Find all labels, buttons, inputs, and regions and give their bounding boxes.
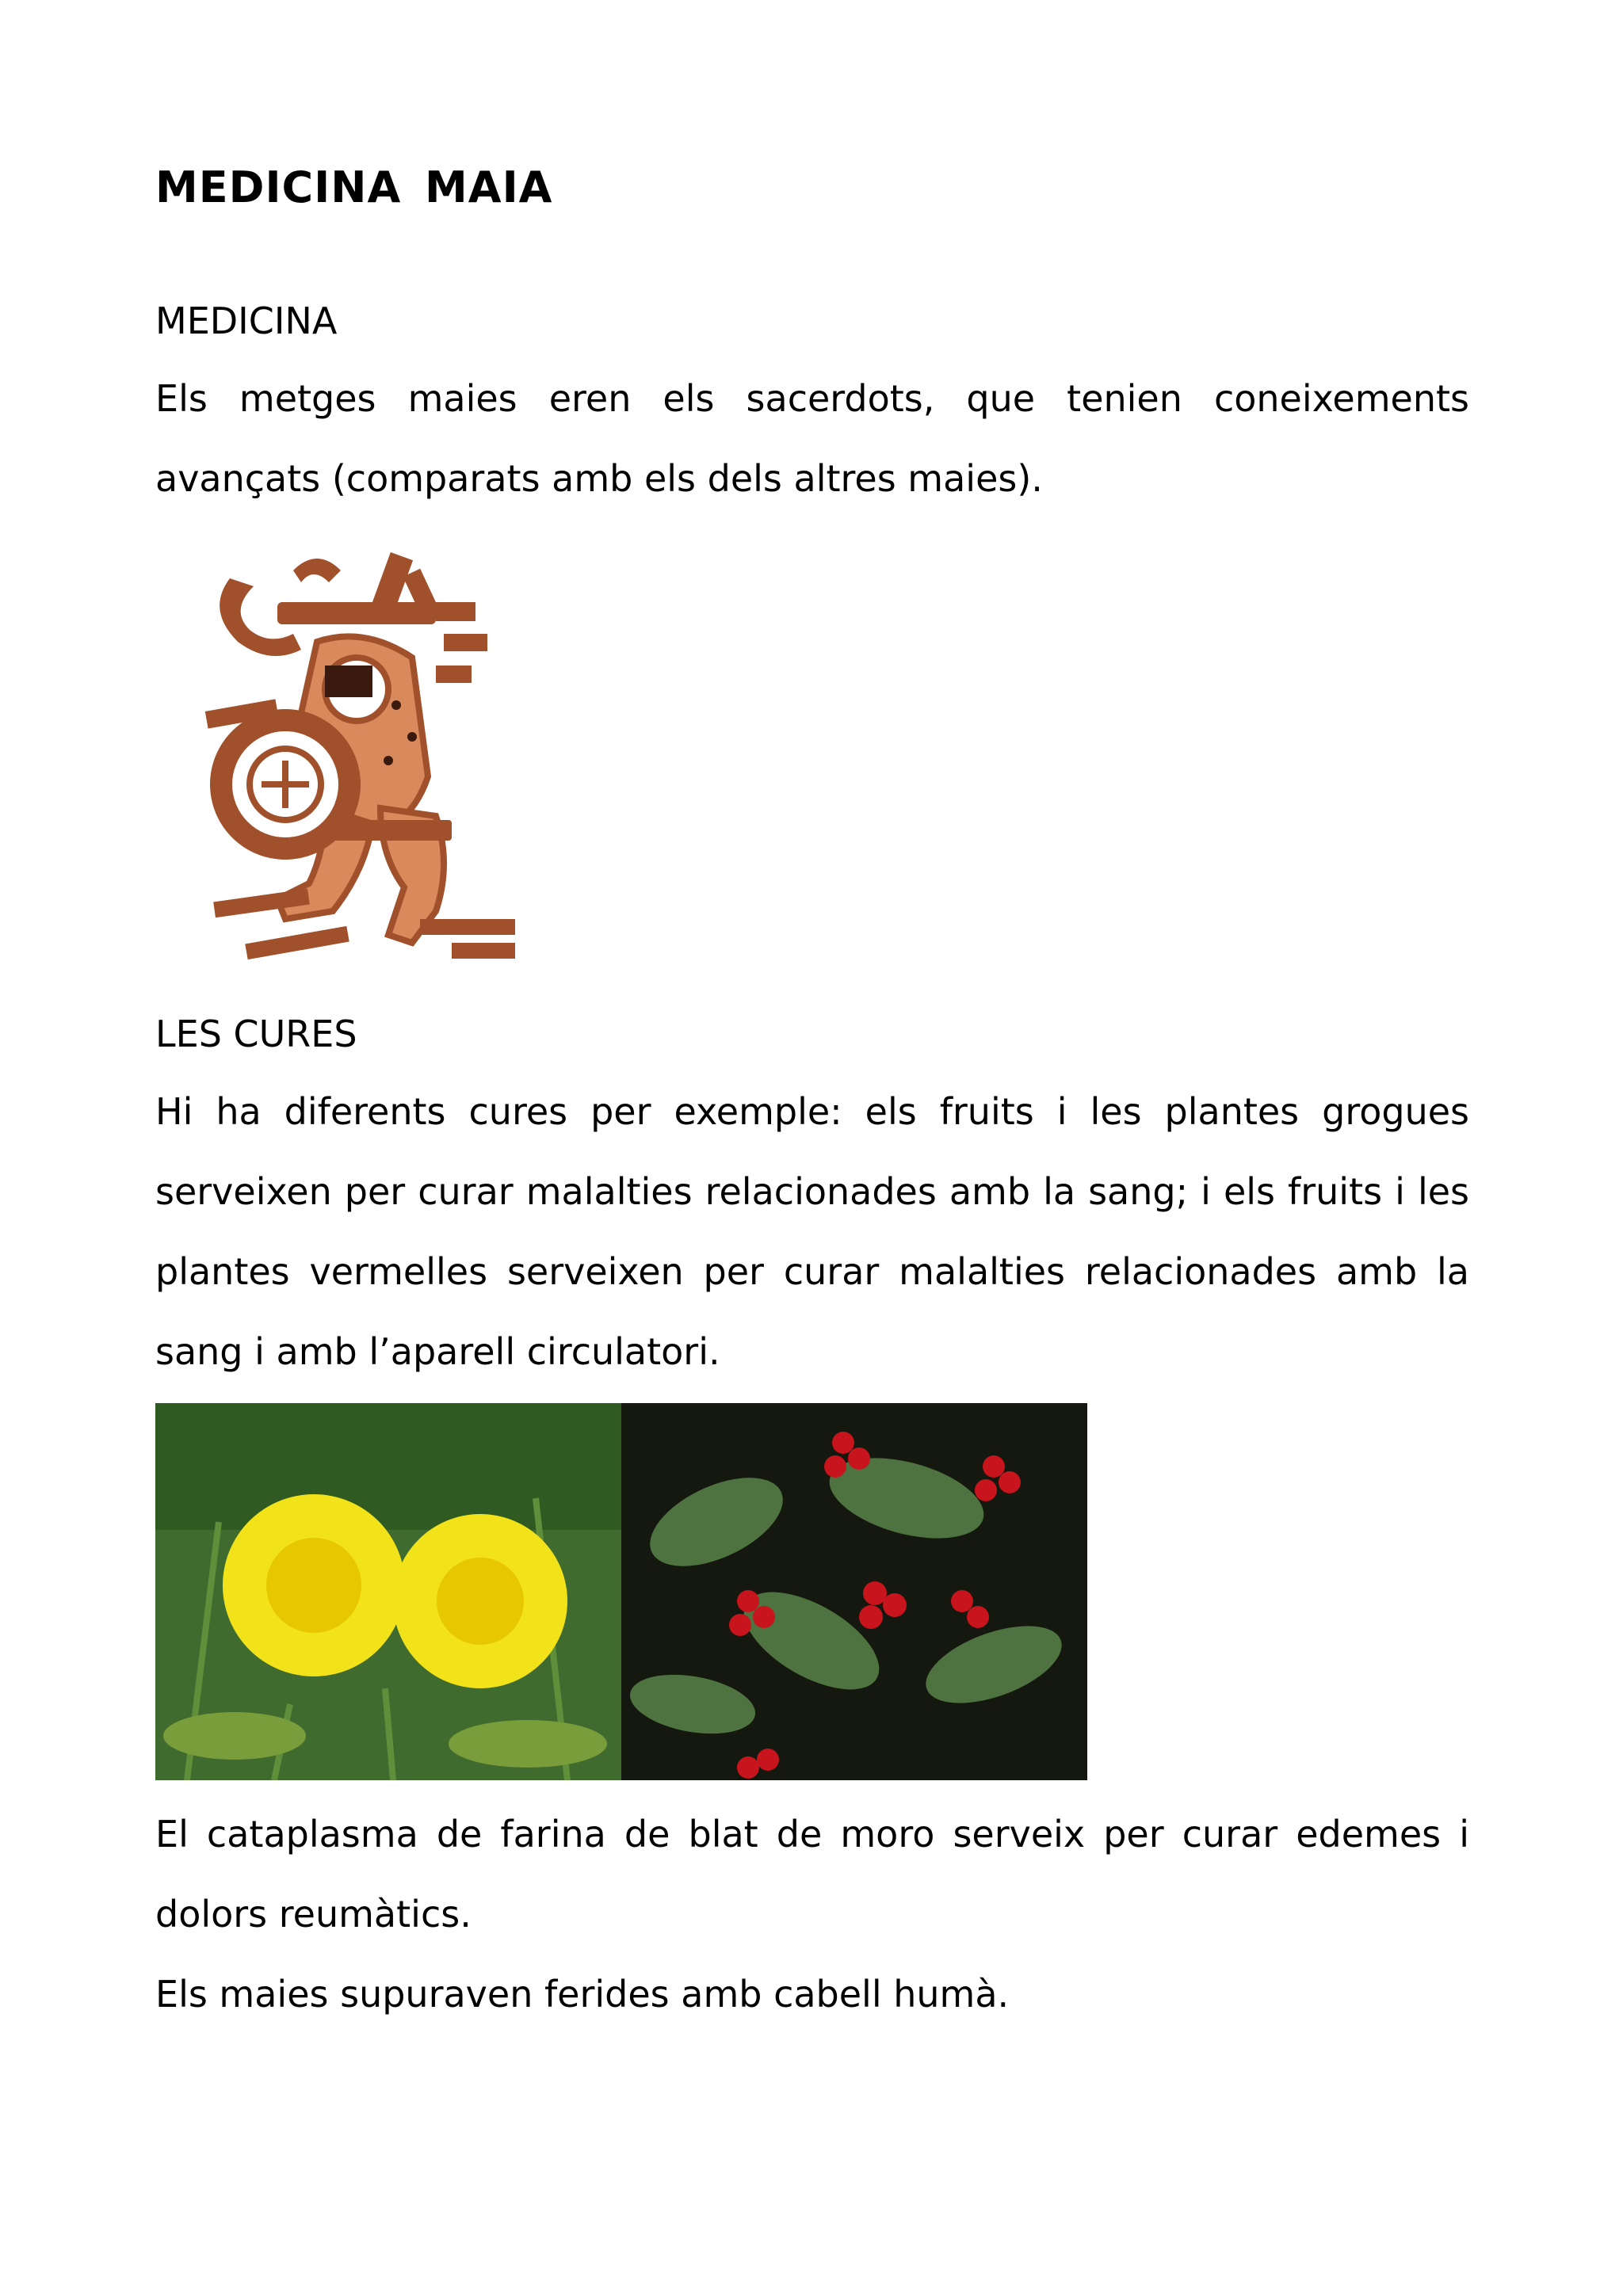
paragraph-cures: Hi ha diferents cures per exemple: els fruits i les plantes grogues serveixen per curar malalties relacionades amb la sang; i els fruits i les plantes vermelles serveixen per curar malalties relacionades amb la sang i amb l’aparell circulatori. (155, 1090, 1469, 1373)
dandelion-photo (155, 1403, 621, 1780)
paragraph-metges: Els metges maies eren els sacerdots, que tenien coneixements avançats (comparats amb els dels altres maies). (155, 377, 1469, 500)
red-berries-photo (621, 1403, 1087, 1780)
section-heading-medicina: MEDICINA (155, 299, 338, 342)
paragraph-cabell: Els maies supuraven ferides amb cabell humà. (155, 1973, 1010, 2016)
page-title: MEDICINA MAIA (155, 162, 553, 212)
paragraph-cataplasma: El cataplasma de farina de blat de moro serveix per curar edemes i dolors reumàtics. (155, 1813, 1469, 1936)
section-heading-les-cures: LES CURES (155, 1013, 357, 1055)
maya-priest-illustration (198, 547, 610, 978)
